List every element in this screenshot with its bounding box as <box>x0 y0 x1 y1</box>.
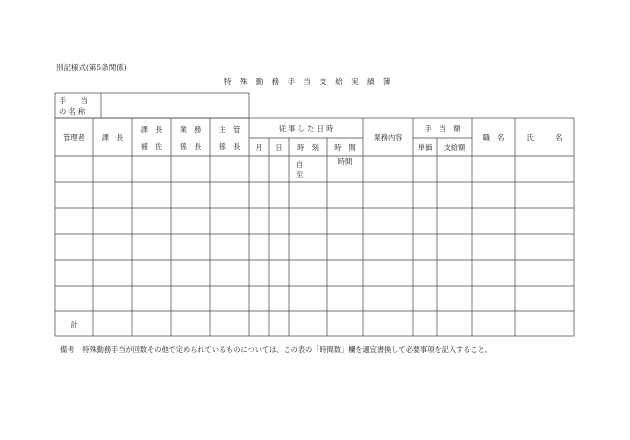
note <box>60 345 492 354</box>
row1-from-label: 自 <box>296 160 304 169</box>
header-shukan-kakaricho-line1: 主 管 <box>218 125 241 134</box>
note-label: 備考 <box>60 345 75 354</box>
header-day: 日 <box>275 143 283 152</box>
header-shimei: 氏 名 <box>526 133 563 142</box>
header-tanka: 単価 <box>417 143 433 152</box>
header-gyomu-kakaricho-line1: 業 務 <box>179 125 202 134</box>
header-kanrisha: 管理者 <box>63 133 85 142</box>
header-kacho: 課 長 <box>101 133 124 142</box>
document-title: 特 殊 勤 務 手 当 支 給 実 績 簿 <box>224 77 394 86</box>
header-gyomu-kakaricho-line2: 係 長 <box>179 142 202 151</box>
header-jyuji-nichiji: 従 事 し た 日 時 <box>278 124 334 133</box>
total-row-label: 計 <box>70 320 78 329</box>
header-jikoku: 時 刻 <box>297 143 319 152</box>
header-teate-gaku: 手 当 額 <box>424 124 461 133</box>
header-shukan-kakaricho-line2: 係 長 <box>218 142 241 151</box>
header-shokumei: 職 名 <box>482 133 505 142</box>
header-kacho-hosa-line2: 補 佐 <box>140 142 163 151</box>
row1-hours-label: 時間 <box>337 157 353 166</box>
header-jikan: 時 間 <box>334 143 356 152</box>
allowance-name-label-line2: の 名 称 <box>59 107 86 116</box>
header-gyomu-naiyo: 業務内容 <box>373 133 403 142</box>
allowance-name-label-line1: 手 当 <box>59 96 88 105</box>
header-kacho-hosa-line1: 課 長 <box>140 125 163 134</box>
row1-to-label: 至 <box>296 170 304 179</box>
form-reference: 別記様式(第5条関係) <box>56 63 127 72</box>
header-shikyu-gaku: 支給額 <box>443 143 466 152</box>
note-text: 特殊勤務手当が回数その他で定められているものについては、この表の「時間数」欄を適宜書換して必要事項を記入すること。 <box>82 345 492 354</box>
header-month: 月 <box>255 143 263 152</box>
